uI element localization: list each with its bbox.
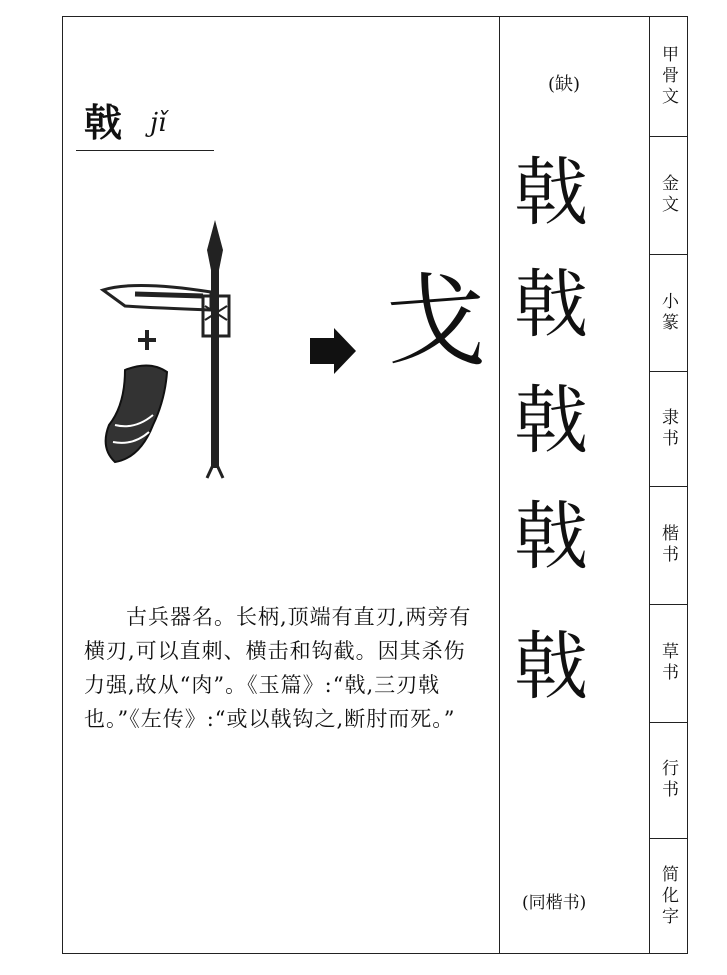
rail-item-seal: 小篆 — [658, 291, 678, 334]
definition-text — [84, 600, 479, 736]
rail-item-bronze: 金文 — [658, 174, 678, 216]
definition-paragraph: 古兵器名。长柄,顶端有直刃,两旁有横刃,可以直刺、横击和钩截。因其杀伤力强,故从“肉”。《玉篇》:“戟,三刃戟也。”《左传》:“或以戟钩之,断肘而死。” — [84, 605, 472, 731]
seal-script-form: 戟 — [514, 262, 588, 348]
column-divider — [499, 16, 500, 954]
headword-underline — [76, 150, 214, 151]
right-arrow-icon — [308, 326, 358, 376]
oracle-missing-note: (缺) — [548, 74, 581, 95]
cursive-script-form: 戟 — [514, 624, 588, 710]
headword-pinyin: jǐ — [150, 108, 167, 138]
regular-script-form: 戟 — [514, 494, 588, 580]
rail-item-oracle: 甲骨文 — [658, 44, 678, 108]
bronze-script-form: 戟 — [514, 150, 588, 236]
rail-item-running: 行书 — [658, 759, 678, 801]
rail-item-cursive: 草书 — [658, 642, 678, 684]
clerical-script-form: 戟 — [514, 378, 588, 464]
halberd-illustration — [95, 210, 245, 485]
script-rail — [649, 16, 688, 954]
page-frame — [62, 16, 688, 954]
simplified-note: (同楷书) — [522, 893, 587, 913]
rail-item-clerical: 隶书 — [658, 407, 678, 450]
evolved-character: 戈 — [386, 263, 486, 380]
headword-character: 戟 — [84, 100, 123, 145]
rail-item-simplified: 简化字 — [658, 864, 678, 928]
rail-item-regular: 楷书 — [658, 524, 678, 566]
